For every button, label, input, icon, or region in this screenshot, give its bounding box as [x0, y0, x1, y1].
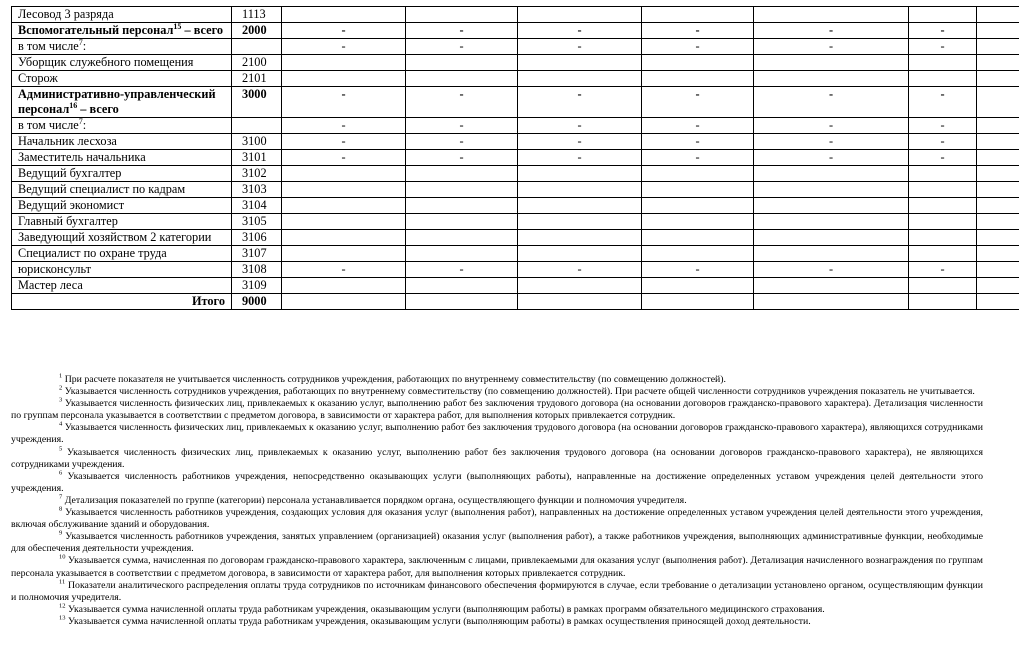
value-cell	[754, 7, 909, 23]
value-cell	[977, 87, 1019, 118]
value-cell	[909, 230, 977, 246]
value-cell: -	[754, 262, 909, 278]
value-cell: -	[754, 118, 909, 134]
value-cell	[977, 166, 1019, 182]
value-cell	[406, 278, 518, 294]
table-row	[12, 278, 1019, 294]
total-label: Итого	[12, 294, 232, 310]
value-cell: -	[518, 39, 642, 55]
footnote	[11, 507, 983, 531]
footnote-ref: 15	[173, 21, 182, 31]
row-label-suffix: :	[82, 39, 87, 53]
value-cell	[754, 294, 909, 310]
footnote	[11, 374, 983, 386]
footnote-text: При расчете показателя не учитывается численность сотрудников учреждения, работающих по внутреннему совместительству (по совмещению должностей).	[62, 374, 726, 385]
total-row	[12, 294, 1019, 310]
value-cell	[909, 214, 977, 230]
row-label	[12, 246, 232, 262]
value-cell: -	[642, 150, 754, 166]
value-cell	[909, 198, 977, 214]
value-cell	[977, 182, 1019, 198]
footnote	[11, 604, 983, 616]
footnote-ref: 7	[78, 37, 83, 47]
table-row	[12, 166, 1019, 182]
value-cell: -	[754, 87, 909, 118]
footnote-text: Указывается численность работников учреждения, занятых управлением (организацией) оказания услуг (выполнения работ), а также работников учреждения, выполняющих административные функции, необходимые для обеспечения деятельности учреждения.	[11, 531, 983, 555]
value-cell	[518, 55, 642, 71]
footnote-text: Указывается численность физических лиц, привлекаемых к оказанию услуг, выполнению работ без заключения трудового договора (на основании договоров гражданско-правового характера), не являющихся сотрудниками учреждения.	[11, 446, 983, 470]
value-cell	[754, 71, 909, 87]
value-cell	[518, 71, 642, 87]
footnote-number: 5	[59, 445, 63, 453]
value-cell	[909, 7, 977, 23]
row-code: 3105	[232, 214, 282, 230]
value-cell	[406, 55, 518, 71]
value-cell: -	[282, 87, 406, 118]
value-cell	[406, 7, 518, 23]
footnote-number: 10	[59, 554, 66, 562]
value-cell	[977, 198, 1019, 214]
value-cell: -	[909, 118, 977, 134]
value-cell: -	[754, 150, 909, 166]
value-cell	[977, 262, 1019, 278]
value-cell	[282, 55, 406, 71]
row-label	[12, 182, 232, 198]
value-cell	[282, 182, 406, 198]
footnote-text: Указывается сумма, начисленная по договорам гражданско-правового характера, заключенным с лицами, привлекаемыми для оказания услуг (выполнения работ). Детализация начисленного вознаграждения по группам персонала указывается в соответствии с предметом договора, в зависимости от характера работ, для выполнения которых привлекается сотрудник.	[11, 555, 983, 579]
row-label	[12, 23, 232, 39]
value-cell	[642, 214, 754, 230]
table-row	[12, 214, 1019, 230]
table-row	[12, 262, 1019, 278]
value-cell: -	[406, 134, 518, 150]
footnote-text: Указывается численность работников учреждения, создающих условия для оказания услуг (выполнения работ), направленных на достижение определенных уставом учреждения целей деятельности этого учреждения, включая обслуживание зданий и оборудования.	[11, 507, 983, 531]
row-label-text: в том числе	[18, 39, 79, 53]
row-label	[12, 87, 232, 118]
value-cell: -	[518, 118, 642, 134]
value-cell: -	[754, 39, 909, 55]
value-cell: -	[406, 118, 518, 134]
row-label	[12, 198, 232, 214]
row-label	[12, 278, 232, 294]
value-cell	[642, 230, 754, 246]
value-cell: -	[909, 23, 977, 39]
value-cell	[909, 182, 977, 198]
row-label	[12, 118, 232, 134]
value-cell	[642, 198, 754, 214]
value-cell: -	[518, 87, 642, 118]
row-code: 3102	[232, 166, 282, 182]
table-row	[12, 150, 1019, 166]
table-row	[12, 134, 1019, 150]
value-cell	[518, 246, 642, 262]
table-row	[12, 71, 1019, 87]
footnote-number: 6	[59, 469, 63, 477]
value-cell	[977, 118, 1019, 134]
row-code	[232, 118, 282, 134]
footnote-text: Указывается сумма начисленной оплаты труда работникам учреждения, оказывающим услуги (выполняющим работы) в рамках осуществления приносящей доход деятельности.	[65, 615, 811, 627]
footnote-number: 11	[59, 578, 66, 586]
footnote	[11, 471, 983, 495]
value-cell	[909, 55, 977, 71]
value-cell	[754, 198, 909, 214]
row-label-text: Уборщик служебного помещения	[18, 55, 194, 69]
value-cell: -	[642, 87, 754, 118]
table-row	[12, 230, 1019, 246]
value-cell: -	[909, 262, 977, 278]
value-cell: -	[406, 87, 518, 118]
footnote	[11, 447, 983, 471]
value-cell	[406, 230, 518, 246]
value-cell: -	[406, 23, 518, 39]
footnote	[11, 422, 983, 446]
value-cell: -	[282, 118, 406, 134]
value-cell	[642, 71, 754, 87]
table-row	[12, 118, 1019, 134]
footnote	[11, 495, 983, 507]
row-label-text: Сторож	[18, 71, 58, 85]
value-cell: -	[518, 23, 642, 39]
value-cell	[977, 7, 1019, 23]
row-label-suffix: – всего	[77, 102, 119, 116]
footnote-text: Указывается сумма начисленной оплаты труда работникам учреждения, оказывающим услуги (выполняющим работы) в рамках программ обязательного медицинского страхования.	[65, 603, 825, 615]
footnotes	[11, 374, 983, 628]
value-cell	[282, 294, 406, 310]
row-code: 2000	[232, 23, 282, 39]
value-cell	[282, 7, 406, 23]
footnote-text: Указывается численность сотрудников учреждения, работающих по внутреннему совместительству (по совмещению должностей). При расчете общей численности сотрудников учреждения показатель не учитывается.	[62, 386, 975, 398]
value-cell	[909, 246, 977, 262]
value-cell	[909, 71, 977, 87]
value-cell	[977, 39, 1019, 55]
value-cell	[282, 230, 406, 246]
footnote-text: Указывается численность физических лиц, привлекаемых к оказанию услуг, выполнению работ без заключения трудового договора (на основании договоров гражданско-правового характера). Детализация численности по группам персонала указывается в соответствии с предметом договора, в зависимости от характера работ, для выполнения которых привлекается сотрудник.	[11, 398, 983, 422]
value-cell	[909, 166, 977, 182]
row-label-text: Ведущий специалист по кадрам	[18, 182, 186, 196]
value-cell: -	[642, 23, 754, 39]
value-cell: -	[642, 118, 754, 134]
value-cell	[406, 166, 518, 182]
value-cell	[406, 71, 518, 87]
value-cell: -	[406, 39, 518, 55]
footnote-text: Указывается численность физических лиц, привлекаемых к оказанию услуг, выполнению работ без заключения трудового договора (на основании договоров гражданско-правового характера), являющихся сотрудниками учреждения.	[11, 422, 983, 446]
value-cell: -	[282, 134, 406, 150]
row-label-text: Главный бухгалтер	[18, 214, 118, 228]
row-label-text: Заведующий хозяйством 2 категории	[18, 230, 212, 244]
row-code: 3108	[232, 262, 282, 278]
value-cell: -	[518, 134, 642, 150]
value-cell	[977, 23, 1019, 39]
row-label-suffix: – всего	[181, 23, 224, 37]
row-label-text: Ведущий бухгалтер	[18, 166, 122, 180]
row-code: 3103	[232, 182, 282, 198]
value-cell	[977, 55, 1019, 71]
value-cell	[282, 214, 406, 230]
footnote-number: 1	[59, 372, 63, 380]
row-label	[12, 262, 232, 278]
value-cell: -	[754, 134, 909, 150]
footnote-number: 12	[59, 602, 66, 610]
row-label-text: Мастер леса	[18, 278, 83, 292]
value-cell	[642, 7, 754, 23]
row-label	[12, 230, 232, 246]
table-row	[12, 39, 1019, 55]
table-row	[12, 182, 1019, 198]
row-label	[12, 39, 232, 55]
value-cell	[977, 278, 1019, 294]
value-cell	[754, 182, 909, 198]
row-label-text: Вспомогательный персонал	[18, 23, 174, 37]
row-code: 1113	[232, 7, 282, 23]
footnote	[11, 531, 983, 555]
value-cell: -	[282, 23, 406, 39]
value-cell: -	[909, 134, 977, 150]
row-label-text: Заместитель начальника	[18, 150, 146, 164]
value-cell	[754, 230, 909, 246]
value-cell: -	[282, 262, 406, 278]
footnote-text: Детализация показателей по группе (категории) персонала устанавливается порядком органа, осуществляющего функции и полномочия учредителя.	[62, 494, 687, 506]
value-cell	[518, 214, 642, 230]
value-cell	[642, 55, 754, 71]
row-label-text: Административно-управленческий персонал	[18, 87, 216, 116]
table-row	[12, 55, 1019, 71]
value-cell	[977, 294, 1019, 310]
row-code: 3107	[232, 246, 282, 262]
value-cell	[518, 166, 642, 182]
value-cell	[909, 278, 977, 294]
total-code: 9000	[232, 294, 282, 310]
row-label	[12, 150, 232, 166]
table-row	[12, 7, 1019, 23]
value-cell	[406, 214, 518, 230]
footnote-ref: 7	[78, 116, 83, 126]
value-cell	[518, 278, 642, 294]
footnote-text: Показатели аналитического распределения оплаты труда сотрудников по источникам финансового обеспечения формируются в случае, если требование о детализации установлено органом, осуществляющим функции и полномочия учредителя.	[11, 579, 983, 603]
row-label-text: Лесовод 3 разряда	[18, 7, 114, 21]
value-cell: -	[518, 262, 642, 278]
row-label-text: Специалист по охране труда	[18, 246, 167, 260]
value-cell: -	[406, 262, 518, 278]
footnote	[11, 616, 983, 628]
row-code: 3100	[232, 134, 282, 150]
value-cell	[977, 246, 1019, 262]
value-cell: -	[909, 87, 977, 118]
value-cell	[977, 150, 1019, 166]
row-label-text: в том числе	[18, 118, 79, 132]
value-cell: -	[282, 150, 406, 166]
value-cell	[518, 230, 642, 246]
value-cell: -	[518, 150, 642, 166]
value-cell	[518, 294, 642, 310]
value-cell	[406, 198, 518, 214]
value-cell: -	[909, 39, 977, 55]
value-cell	[642, 278, 754, 294]
table-row	[12, 23, 1019, 39]
row-label	[12, 71, 232, 87]
value-cell	[406, 246, 518, 262]
value-cell	[642, 166, 754, 182]
table-row	[12, 87, 1019, 118]
value-cell	[977, 71, 1019, 87]
value-cell	[642, 246, 754, 262]
footnote-number: 13	[59, 614, 66, 622]
value-cell	[754, 246, 909, 262]
row-code: 3106	[232, 230, 282, 246]
value-cell	[518, 198, 642, 214]
value-cell	[754, 55, 909, 71]
value-cell	[909, 294, 977, 310]
value-cell: -	[642, 262, 754, 278]
footnote-number: 8	[59, 505, 63, 513]
value-cell: -	[754, 23, 909, 39]
value-cell: -	[282, 39, 406, 55]
value-cell: -	[642, 39, 754, 55]
footnote-number: 2	[59, 384, 63, 392]
row-label-suffix: :	[82, 118, 87, 132]
table-row	[12, 246, 1019, 262]
row-code: 3000	[232, 87, 282, 118]
value-cell	[518, 7, 642, 23]
value-cell	[754, 166, 909, 182]
value-cell	[406, 182, 518, 198]
value-cell	[282, 71, 406, 87]
row-code: 2100	[232, 55, 282, 71]
row-label	[12, 7, 232, 23]
footnote	[11, 555, 983, 579]
footnote-number: 4	[59, 421, 63, 429]
row-label	[12, 214, 232, 230]
value-cell	[977, 214, 1019, 230]
row-label	[12, 166, 232, 182]
value-cell	[977, 230, 1019, 246]
row-code: 3109	[232, 278, 282, 294]
row-label-text: юрисконсульт	[18, 262, 92, 276]
value-cell	[282, 198, 406, 214]
value-cell	[282, 278, 406, 294]
footnote-text: Указывается численность работников учреждения, непосредственно оказывающих услуги (выполняющих работы), направленные на достижение определенных уставом учреждения целей деятельности этого учреждения.	[11, 470, 983, 494]
value-cell: -	[642, 134, 754, 150]
footnote-number: 9	[59, 529, 63, 537]
row-label-text: Начальник лесхоза	[18, 134, 117, 148]
row-label-text: Ведущий экономист	[18, 198, 125, 212]
value-cell	[642, 182, 754, 198]
value-cell	[754, 278, 909, 294]
value-cell: -	[909, 150, 977, 166]
footnote-number: 3	[59, 396, 63, 404]
value-cell: -	[406, 150, 518, 166]
row-code	[232, 39, 282, 55]
staff-table	[11, 6, 1019, 310]
value-cell	[282, 246, 406, 262]
row-label	[12, 55, 232, 71]
footnote	[11, 386, 983, 398]
footnote-ref: 16	[69, 100, 78, 110]
footnote-number: 7	[59, 493, 63, 501]
table-row	[12, 198, 1019, 214]
value-cell	[754, 214, 909, 230]
value-cell	[642, 294, 754, 310]
value-cell	[518, 182, 642, 198]
value-cell	[282, 166, 406, 182]
row-code: 2101	[232, 71, 282, 87]
value-cell	[977, 134, 1019, 150]
value-cell	[406, 294, 518, 310]
footnote	[11, 398, 983, 422]
footnote	[11, 580, 983, 604]
row-code: 3101	[232, 150, 282, 166]
row-label	[12, 134, 232, 150]
row-code: 3104	[232, 198, 282, 214]
